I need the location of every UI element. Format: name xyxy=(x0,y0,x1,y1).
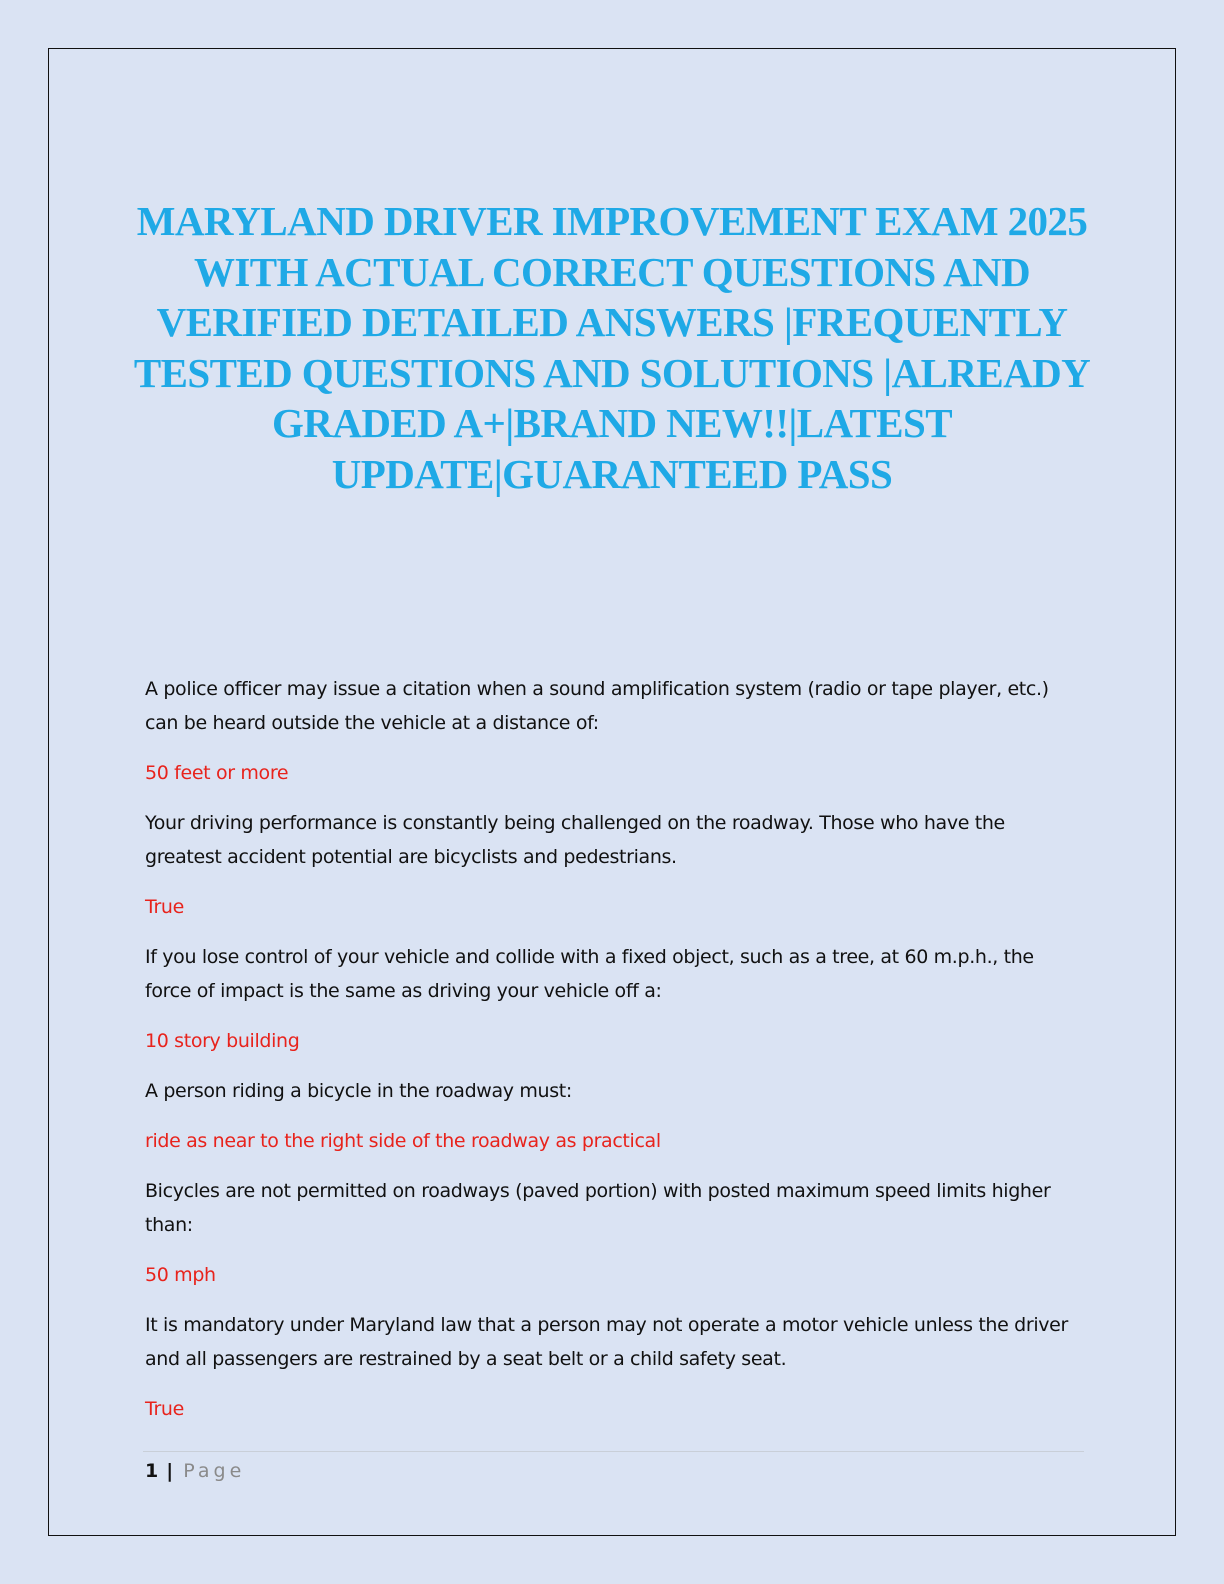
question-1: A police officer may issue a citation when a sound amplification system (radio or tape player, etc.) can be heard outside the vehicle at a distance of: xyxy=(145,678,1049,734)
answer-5: 50 mph xyxy=(145,1264,216,1286)
question-6: It is mandatory under Maryland law that a person may not operate a motor vehicle unless the driver and all passengers are restrained by a seat belt or a child safety seat. xyxy=(145,1314,1068,1370)
answer-3: 10 story building xyxy=(145,1030,300,1052)
page-footer xyxy=(145,1457,245,1485)
page-number: 1 xyxy=(145,1460,159,1482)
question-2: Your driving performance is constantly being challenged on the roadway. Those who have the greatest accident potential are bicyclists and pedestrians. xyxy=(145,812,1005,868)
qa-list xyxy=(145,672,1075,1442)
answer-2: True xyxy=(145,896,184,918)
footer-divider xyxy=(143,1451,1084,1452)
answer-4: ride as near to the right side of the roadway as practical xyxy=(145,1130,661,1152)
page-label: Page xyxy=(183,1460,246,1482)
footer-separator: | xyxy=(166,1460,174,1482)
question-5: Bicycles are not permitted on roadways (paved portion) with posted maximum speed limits higher than: xyxy=(145,1180,1051,1236)
question-3: If you lose control of your vehicle and collide with a fixed object, such as a tree, at 60 m.p.h., the force of impact is the same as driving your vehicle off a: xyxy=(145,946,1034,1002)
answer-6: True xyxy=(145,1398,184,1420)
document-title: MARYLAND DRIVER IMPROVEMENT EXAM 2025 WITH ACTUAL CORRECT QUESTIONS AND VERIFIED DETAILED ANSWERS |FREQUENTLY TESTED QUESTIONS AND SOLUTIONS |ALREADY GRADED A+|BRAND NEW!!|LATEST UPDATE|GUARANTEED PASS xyxy=(133,198,1091,497)
question-4: A person riding a bicycle in the roadway must: xyxy=(145,1080,572,1102)
answer-1: 50 feet or more xyxy=(145,762,289,784)
